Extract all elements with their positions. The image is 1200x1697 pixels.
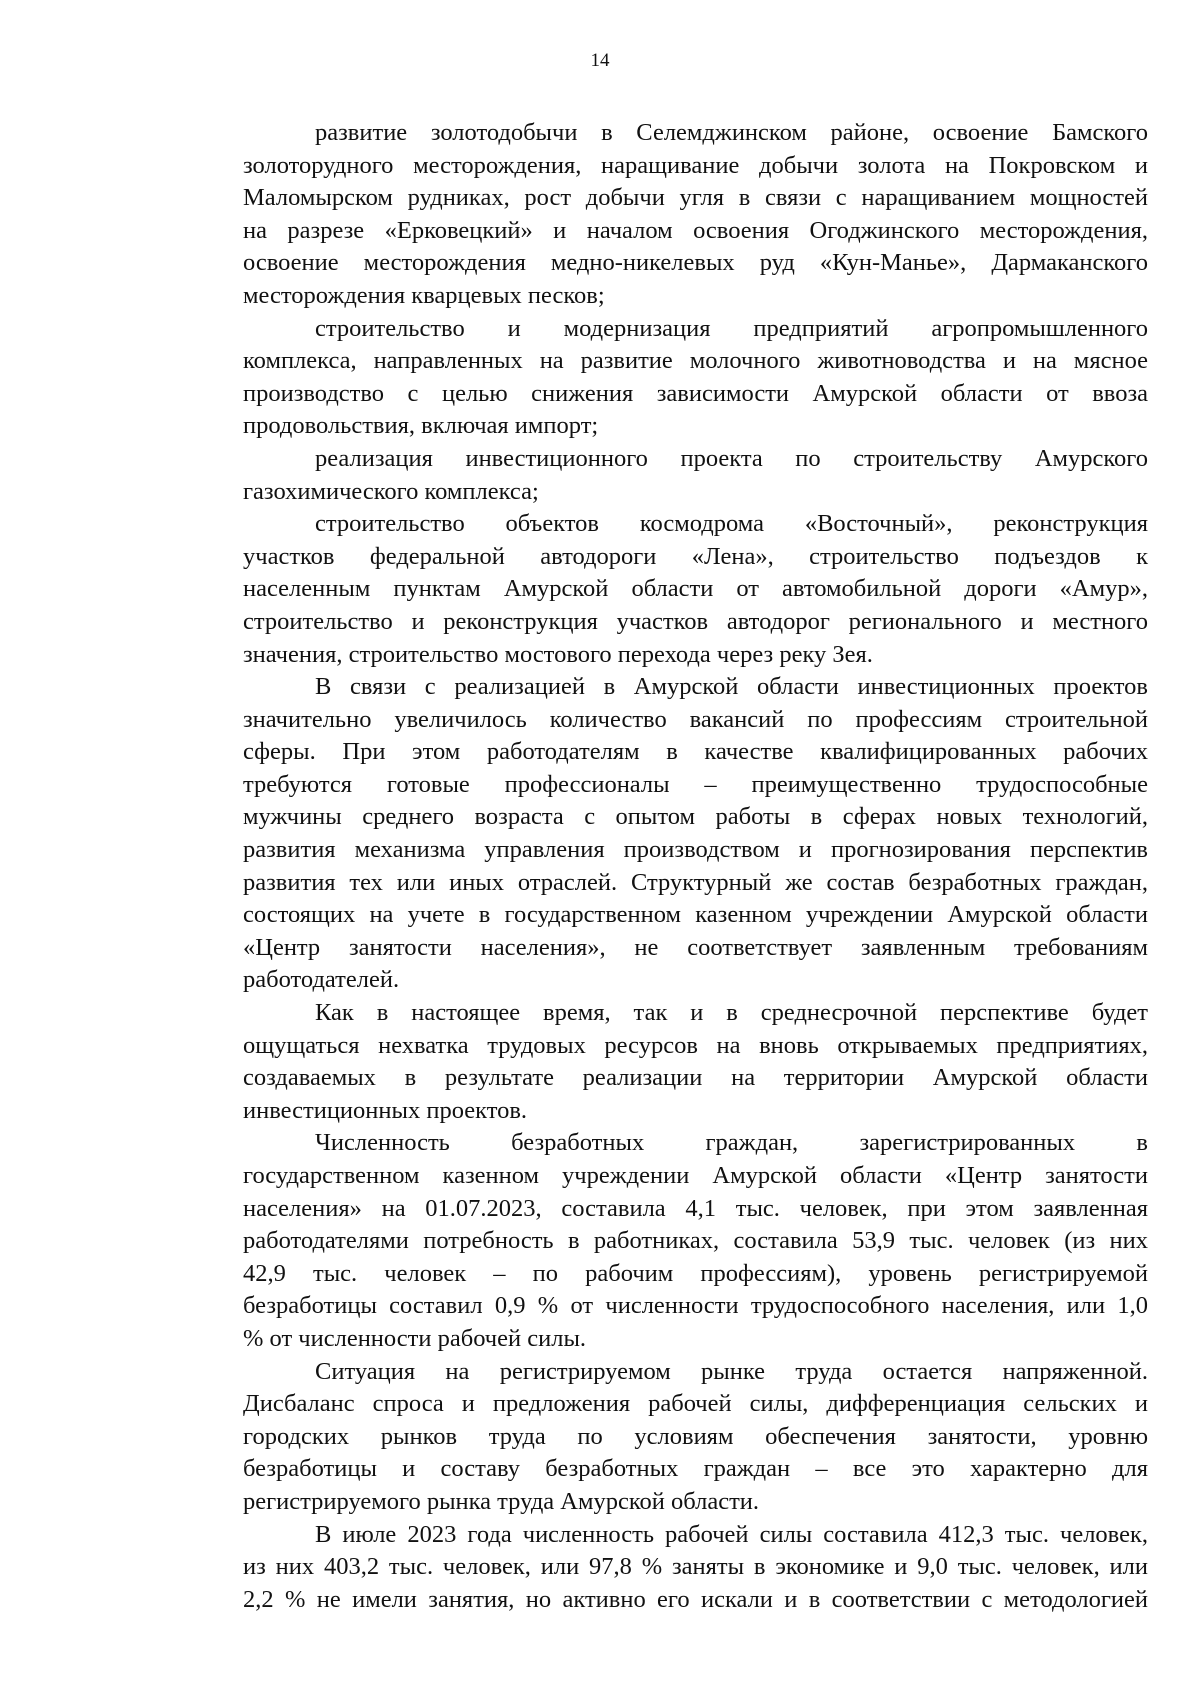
text-line: развития тех или иных отраслей. Структурный же состав безработных граждан, [243,868,1148,896]
text-line: значения, строительство мостового перехода через реку Зея. [243,640,873,668]
text-line: мужчины среднего возраста с опытом работы в сферах новых технологий, [243,803,1148,831]
document-body [171,117,1148,1616]
text-line: работодателями потребность в работниках, составила 53,9 тыс. человек (из них [243,1227,1148,1255]
text-line: 2,2 % не имели занятия, но активно его искали и в соответствии с методологией [243,1585,1148,1613]
text-line: освоение месторождения медно-никелевых руд «Кун-Манье», Дармаканского [243,249,1148,277]
text-line: В июле 2023 года численность рабочей силы составила 412,3 тыс. человек, [315,1520,1148,1548]
text-line: требуются готовые профессионалы – преимущественно трудоспособные [243,770,1148,798]
text-line: «Центр занятости населения», не соответствует заявленным требованиям [243,933,1148,961]
text-line: безработицы и составу безработных граждан – все это характерно для [243,1455,1148,1483]
paragraph [171,117,1148,313]
text-line: строительство и реконструкция участков автодорог регионального и местного [243,607,1148,635]
paragraph [171,1519,1148,1617]
text-line: % от численности рабочей силы. [243,1324,587,1352]
text-line: строительство и модернизация предприятий агропромышленного [315,314,1148,342]
text-line: населения» на 01.07.2023, составила 4,1 тыс. человек, при этом заявленная [243,1194,1148,1222]
paragraph [171,443,1148,508]
text-line: Как в настоящее время, так и в среднесрочной перспективе будет [315,999,1148,1027]
paragraph [171,997,1148,1127]
text-line: продовольствия, включая импорт; [243,412,599,440]
text-line: на разрезе «Ерковецкий» и началом освоения Огоджинского месторождения, [243,216,1148,244]
page-number: 14 [590,50,610,71]
text-line: Численность безработных граждан, зарегистрированных в [315,1129,1148,1157]
text-line: населенным пунктам Амурской области от автомобильной дороги «Амур», [243,575,1148,603]
paragraph [171,1127,1148,1355]
text-line: месторождения кварцевых песков; [243,281,605,309]
text-line: газохимического комплекса; [243,477,539,505]
text-line: состоящих на учете в государственном казенном учреждении Амурской области [243,901,1148,929]
text-line: из них 403,2 тыс. человек, или 97,8 % заняты в экономике и 9,0 тыс. человек, или [243,1553,1148,1581]
text-line: значительно увеличилось количество вакансий по профессиям строительной [243,705,1148,733]
paragraph [171,508,1148,671]
text-line: развитие золотодобычи в Селемджинском районе, освоение Бамского [315,119,1148,146]
text-line: строительство объектов космодрома «Восточный», реконструкция [315,510,1148,538]
text-line: государственном казенном учреждении Амурской области «Центр занятости [243,1162,1148,1189]
text-line: работодателей. [243,966,400,994]
text-line: Ситуация на регистрируемом рынке труда остается напряженной. [315,1357,1148,1385]
text-line: развития механизма управления производством и прогнозирования перспектив [243,836,1148,864]
text-line: Маломырском рудниках, рост добычи угля в связи с наращиванием мощностей [243,184,1148,212]
text-line: сферы. При этом работодателям в качестве квалифицированных рабочих [243,738,1148,766]
paragraph [171,313,1148,443]
text-line: участков федеральной автодороги «Лена», строительство подъездов к [243,542,1148,570]
text-line: 42,9 тыс. человек – по рабочим профессиям), уровень регистрируемой [243,1259,1148,1287]
text-line: реализация инвестиционного проекта по строительству Амурского [315,444,1148,472]
paragraph [171,1356,1148,1519]
text-line: производство с целью снижения зависимости Амурской области от ввоза [243,379,1148,407]
paragraph [171,671,1148,997]
text-line: комплекса, направленных на развитие молочного животноводства и на мясное [243,347,1148,375]
text-line: ощущаться нехватка трудовых ресурсов на вновь открываемых предприятиях, [243,1031,1148,1059]
text-line: создаваемых в результате реализации на территории Амурской области [243,1064,1148,1092]
text-line: городских рынков труда по условиям обеспечения занятости, уровню [243,1422,1148,1450]
text-line: В связи с реализацией в Амурской области инвестиционных проектов [315,673,1148,701]
text-line: золоторудного месторождения, наращивание добычи золота на Покровском и [243,151,1148,179]
text-line: инвестиционных проектов. [243,1096,528,1124]
text-line: Дисбаланс спроса и предложения рабочей силы, дифференциация сельских и [243,1390,1148,1418]
text-line: регистрируемого рынка труда Амурской области. [243,1487,760,1515]
text-line: безработицы составил 0,9 % от численности трудоспособного населения, или 1,0 [243,1292,1148,1320]
